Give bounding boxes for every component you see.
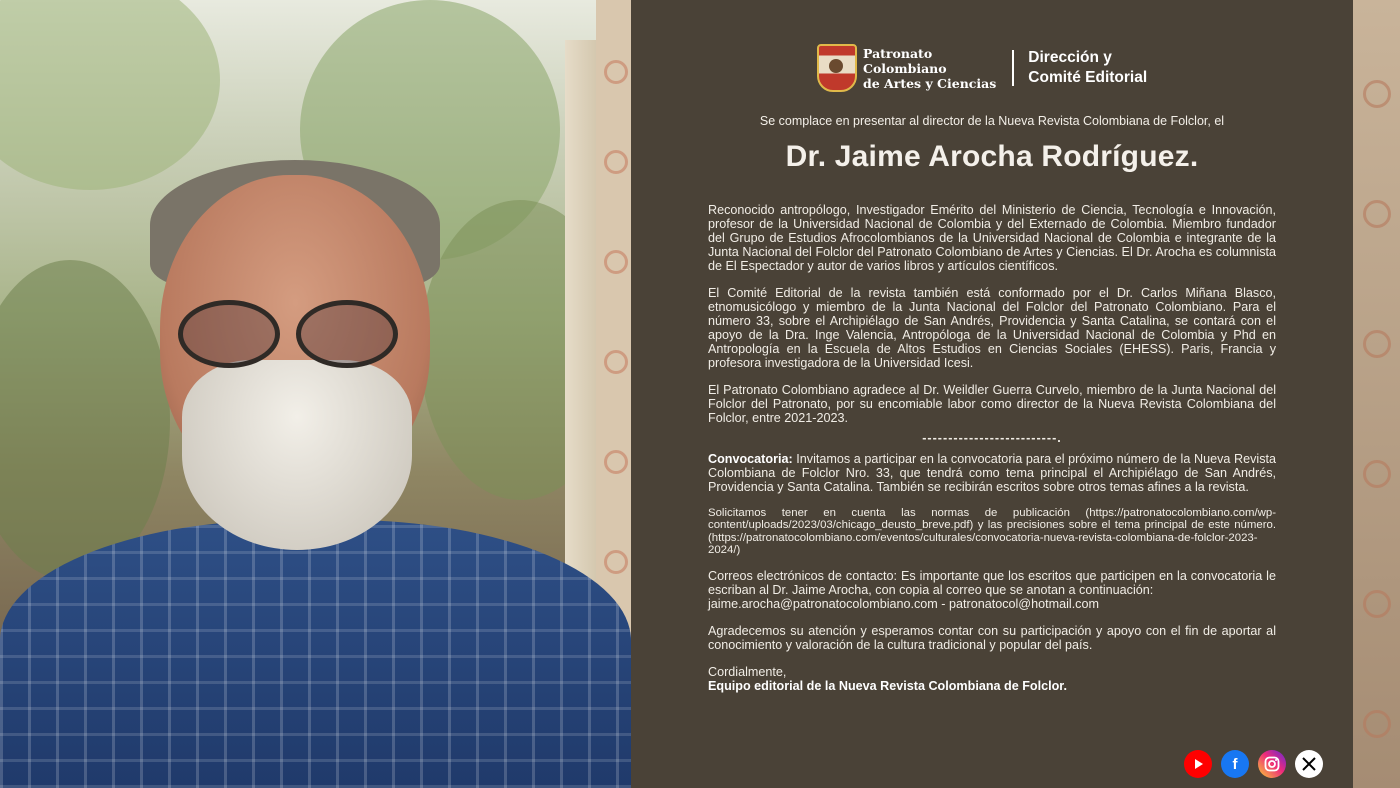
portrait-photo bbox=[0, 0, 631, 788]
contact-emails[interactable]: jaime.arocha@patronatocolombiano.com - patronatocol@hotmail.com bbox=[708, 597, 1099, 612]
x-icon[interactable] bbox=[1295, 750, 1323, 778]
separator: --------------------------. bbox=[922, 431, 1062, 445]
bio-paragraph: Reconocido antropólogo, Investigador Emérito del Ministerio de Ciencia, Tecnología e Innovación, profesor de la Universidad Nacional de Colombia y del Externado de Colombia. Miembro fundador del Grupo de Estudios Afrocolombianos de la Universidad Nacional de Colombia e integrante de la Junta Nacional del Folclor del Patronato Colombiano de Artes y Ciencias. El Dr. Arocha es columnista de El Espectador y autor de varios libros y artículos científicos. bbox=[708, 203, 1276, 273]
thanks-director-paragraph: El Patronato Colombiano agradece al Dr. Weildler Guerra Curvelo, miembro de la Junta Nacional del Folclor del Patronato, por su encomiable labor como director de la Nueva Revista Colombiana del Folclor, entre 2021-2023. bbox=[708, 383, 1276, 425]
announcement-body bbox=[708, 203, 1276, 706]
instagram-icon[interactable] bbox=[1258, 750, 1286, 778]
contact-paragraph bbox=[708, 569, 1276, 611]
dept-line: Comité Editorial bbox=[1028, 69, 1148, 86]
call-text: Invitamos a participar en la convocatoria para el próximo número de la Nueva Revista Colombiana de Folclor Nro. 33, que tendrá como tema principal el Archipiélago de San Andrés, Providencia y Santa Catalina. También se recibirán escritos sobre otros temas afines a la revista. bbox=[708, 452, 1276, 494]
intro-text: Se complace en presentar al director de la Nueva Revista Colombiana de Folclor, el bbox=[759, 114, 1225, 128]
dept-line: Dirección y bbox=[1028, 49, 1112, 66]
gratitude-paragraph: Agradecemos su atención y esperamos contar con su participación y apoyo con el fin de aportar al conocimiento y valoración de la cultura tradicional y popular del país. bbox=[708, 624, 1276, 653]
social-links bbox=[1184, 750, 1323, 778]
person-glasses bbox=[178, 300, 408, 362]
closing-text: Cordialmente, bbox=[708, 665, 787, 680]
call-label: Convocatoria: bbox=[708, 452, 793, 466]
right-decorative-strip bbox=[1353, 0, 1400, 788]
committee-paragraph: El Comité Editorial de la revista también está conformado por el Dr. Carlos Miñana Blasco, etnomusicólogo y miembro de la Junta Nacional del Folclor del Patronato Colombiano. Para el número 33, sobre el Archipiélago de San Andrés, Providencia y Santa Catalina, se contará con el apoyo de la Dra. Inge Valencia, Antropóloga de la Universidad Nacional de Colombia y Phd en Antropología en la Escuela de Altos Estudios en Ciencias Sociales (EHESS). Paris, Francia y profesora investigadora de la Universidad Icesi. bbox=[708, 286, 1276, 370]
header-divider bbox=[1012, 50, 1014, 86]
foliage-shape bbox=[0, 0, 220, 190]
org-name-line: Patronato bbox=[863, 45, 933, 61]
foliage-shape bbox=[0, 260, 170, 580]
header-logo-row bbox=[817, 40, 1147, 96]
organization-name bbox=[863, 46, 996, 91]
youtube-icon[interactable] bbox=[1184, 750, 1212, 778]
announcement-panel bbox=[631, 0, 1353, 788]
facebook-icon[interactable]: f bbox=[1221, 750, 1249, 778]
department-name bbox=[1028, 48, 1147, 88]
crest-logo-icon bbox=[817, 44, 857, 92]
contact-text: Correos electrónicos de contacto: Es importante que los escritos que participen en la convocatoria le escriban al Dr. Jaime Arocha, con copia al correo que se anotan a continuación: bbox=[708, 569, 1276, 598]
closing-block bbox=[708, 665, 1276, 693]
call-paragraph bbox=[708, 452, 1276, 494]
person-shirt bbox=[0, 520, 631, 788]
org-name-line: de Artes y Ciencias bbox=[863, 75, 997, 91]
signature-text: Equipo editorial de la Nueva Revista Colombiana de Folclor. bbox=[708, 679, 1068, 694]
director-name: Dr. Jaime Arocha Rodríguez. bbox=[785, 140, 1199, 173]
norms-paragraph: Solicitamos tener en cuenta las normas de publicación (https://patronatocolombiano.com/wp-content/uploads/2023/03/chicago_deusto_breve.pdf) y las precisiones sobre el tema principal de este número. (https://patronatocolombiano.com/eventos/culturales/convocatoria-nueva-revista-colombiana-de-folclor-2023-2024/) bbox=[708, 507, 1276, 556]
person-beard bbox=[182, 360, 412, 550]
org-name-line: Colombiano bbox=[863, 60, 947, 76]
